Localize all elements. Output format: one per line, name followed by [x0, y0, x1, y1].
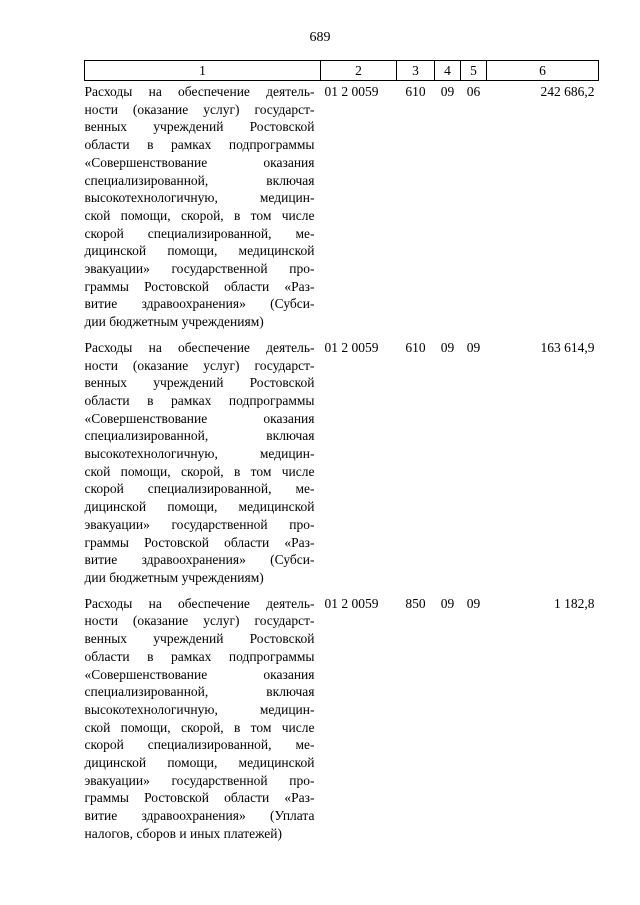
section-cell: 09 — [440, 595, 455, 611]
description-line: ской помощи, скорой, в том числе — [84, 463, 315, 479]
table-row — [85, 81, 599, 331]
table-body — [85, 81, 599, 843]
description-line: дии бюджетным учреждениям) — [84, 569, 264, 585]
description-line: витие здравоохранения» (Субси- — [84, 296, 315, 312]
budget-table — [84, 60, 599, 843]
description-line: эвакуации» государственной про- — [84, 516, 315, 532]
description-line: скорой специализированной, ме- — [84, 737, 315, 753]
description-line: высокотехнологичную, медицин- — [84, 446, 315, 462]
description-line: ности (оказание услуг) государст- — [84, 357, 315, 373]
code-cell: 01 2 0059 — [324, 84, 379, 99]
description-line: Расходы на обеспечение деятель- — [84, 84, 315, 99]
amount-cell: 1 182,8 — [554, 595, 595, 611]
description-line: эвакуации» государственной про- — [84, 772, 315, 788]
description-line: граммы Ростовской области «Раз- — [84, 534, 315, 550]
description-line: высокотехнологичную, медицин- — [84, 190, 315, 206]
header-col-6: 6 — [487, 61, 599, 81]
description-line: эвакуации» государственной про- — [84, 261, 315, 277]
description-line: специализированной, включая — [84, 172, 315, 188]
description-line: специализированной, включая — [84, 684, 315, 700]
description-line: венных учреждений Ростовской — [84, 631, 315, 647]
table-header — [85, 61, 599, 81]
description-line: ности (оказание услуг) государст- — [84, 613, 315, 629]
header-col-2: 2 — [321, 61, 397, 81]
description-line: граммы Ростовской области «Раз- — [84, 790, 315, 806]
header-col-4: 4 — [435, 61, 461, 81]
description-line: «Совершенствование оказания — [84, 410, 315, 426]
header-col-1: 1 — [85, 61, 321, 81]
description-line: дии бюджетным учреждениям) — [84, 314, 264, 330]
expense-type-cell: 610 — [405, 339, 426, 355]
description-cell — [85, 81, 321, 331]
description-line: области в рамках подпрограммы — [84, 648, 315, 664]
section-cell: 09 — [440, 339, 455, 355]
page-number: 689 — [309, 30, 331, 45]
header-row — [85, 61, 599, 81]
subsection-cell: 09 — [466, 339, 481, 355]
description-line: скорой специализированной, ме- — [84, 225, 315, 241]
description-line: «Совершенствование оказания — [84, 666, 315, 682]
description-line: дицинской помощи, медицинской — [84, 243, 315, 259]
description-line: Расходы на обеспечение деятель- — [84, 339, 315, 355]
description-line: ской помощи, скорой, в том числе — [84, 719, 315, 735]
description-line: налогов, сборов и иных платежей) — [84, 825, 283, 841]
description-line: Расходы на обеспечение деятель- — [84, 595, 315, 611]
amount-cell: 242 686,2 — [540, 84, 595, 99]
code-cell: 01 2 0059 — [324, 339, 379, 355]
description-line: области в рамках подпрограммы — [84, 137, 315, 153]
subsection-cell: 09 — [466, 595, 481, 611]
description-line: специализированной, включая — [84, 428, 315, 444]
subsection-cell: 06 — [466, 84, 481, 99]
description-line: венных учреждений Ростовской — [84, 375, 315, 391]
description-line: области в рамках подпрограммы — [84, 392, 315, 408]
description-line: дицинской помощи, медицинской — [84, 499, 315, 515]
description-line: венных учреждений Ростовской — [84, 119, 315, 135]
section-cell: 09 — [440, 84, 455, 99]
row-spacer — [85, 331, 599, 339]
description-line: граммы Ростовской области «Раз- — [84, 278, 315, 294]
description-line: ности (оказание услуг) государст- — [84, 101, 315, 117]
amount-cell: 163 614,9 — [540, 339, 595, 355]
description-line: «Совершенствование оказания — [84, 154, 315, 170]
description-line: высокотехнологичную, медицин- — [84, 701, 315, 717]
description-line: скорой специализированной, ме- — [84, 481, 315, 497]
description-line: дицинской помощи, медицинской — [84, 755, 315, 771]
row-spacer-cell — [85, 331, 599, 339]
table-row — [85, 595, 599, 843]
code-cell: 01 2 0059 — [324, 595, 379, 611]
table-row — [85, 339, 599, 587]
expense-type-cell: 610 — [405, 84, 426, 99]
row-spacer-cell — [85, 587, 599, 595]
row-spacer — [85, 587, 599, 595]
description-line: ской помощи, скорой, в том числе — [84, 207, 315, 223]
header-col-3: 3 — [397, 61, 435, 81]
expense-type-cell: 850 — [405, 595, 426, 611]
description-line: витие здравоохранения» (Субси- — [84, 552, 315, 568]
header-col-5: 5 — [461, 61, 487, 81]
description-cell — [85, 339, 321, 587]
description-line: витие здравоохранения» (Уплата — [84, 808, 315, 824]
description-cell — [85, 595, 321, 843]
